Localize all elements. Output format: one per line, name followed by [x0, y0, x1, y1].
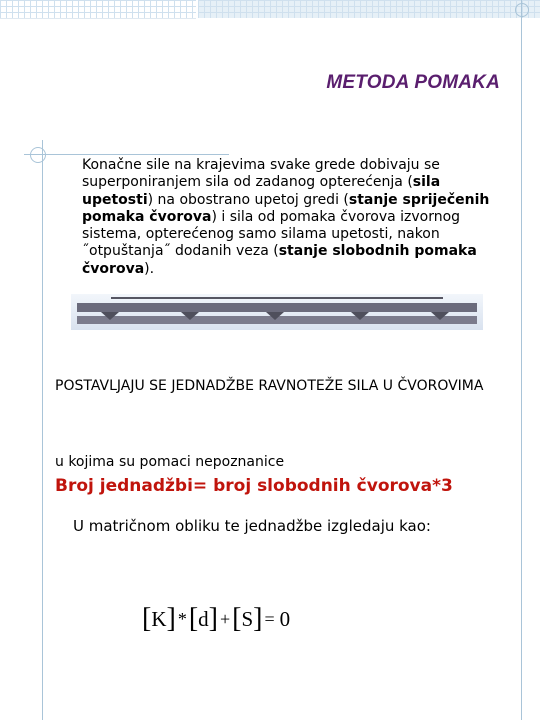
bracket-open-d: [: [188, 603, 199, 634]
bracket-close-k: ]: [166, 603, 176, 634]
bracket-close-d: ]: [208, 603, 218, 634]
paragraph-text-4: ).: [144, 260, 155, 277]
symbol-plus: +: [219, 608, 231, 629]
paragraph-text-3: ) i sila od pomaka čvorova izvornog sistema, opterećenog samo silama upetosti, nakon ˝otpuštanja˝ dodanih veza (: [82, 208, 461, 260]
figure-top-line: [111, 297, 443, 299]
corner-circle-ornament: [515, 3, 529, 17]
figure-beam-band: [77, 303, 477, 312]
paragraph-text-2: ) na obostrano upetoj gredi (: [147, 191, 349, 208]
paragraph-bold-1: sila upetosti: [82, 174, 441, 208]
bracket-open-s: [: [232, 603, 242, 634]
equation-count-text: Broj jednadžbi= broj slobodnih čvorova*3: [55, 476, 453, 496]
symbol-k: K: [151, 606, 167, 631]
symbol-times: *: [177, 608, 187, 629]
paragraph-bold-2: stanje spriječenih pomaka čvorova: [82, 191, 490, 225]
equilibrium-heading: POSTAVLJAJU SE JEDNADŽBE RAVNOTEŽE SILA U ČVOROVIMA: [55, 378, 484, 394]
paragraph-bold-3: stanje slobodnih pomaka čvorova: [82, 243, 477, 277]
matrix-form-text: U matričnom obliku te jednadžbe izgledaju kao:: [73, 517, 431, 535]
figure-support-4: [351, 312, 369, 320]
matrix-equation: [142, 602, 290, 636]
bracket-open-k: [: [142, 603, 152, 634]
symbol-zero: 0: [279, 606, 291, 631]
header-grid-right: [198, 0, 540, 18]
figure-support-2: [181, 312, 199, 320]
slide-title: METODA POMAKA: [326, 72, 500, 93]
figure-support-1: [101, 312, 119, 320]
symbol-d: d: [198, 606, 209, 631]
paragraph-text-1: Konačne sile na krajevima svake grede dobivaju se superponiranjem sila od zadanog opterećenja (: [82, 157, 440, 191]
figure-support-3: [266, 312, 284, 320]
main-paragraph: [82, 157, 507, 278]
left-guide-line: [42, 140, 43, 720]
header-grid-left: [0, 0, 196, 19]
divider-circle-ornament: [30, 147, 46, 163]
divider-line: [24, 154, 229, 155]
right-guide-line: [521, 0, 522, 720]
symbol-s: S: [241, 606, 254, 631]
bracket-close-s: ]: [253, 603, 263, 634]
frame-structure-figure: [71, 294, 483, 330]
figure-support-5: [431, 312, 449, 320]
symbol-equals: =: [264, 608, 275, 629]
unknowns-text: u kojima su pomaci nepoznanice: [55, 454, 285, 470]
